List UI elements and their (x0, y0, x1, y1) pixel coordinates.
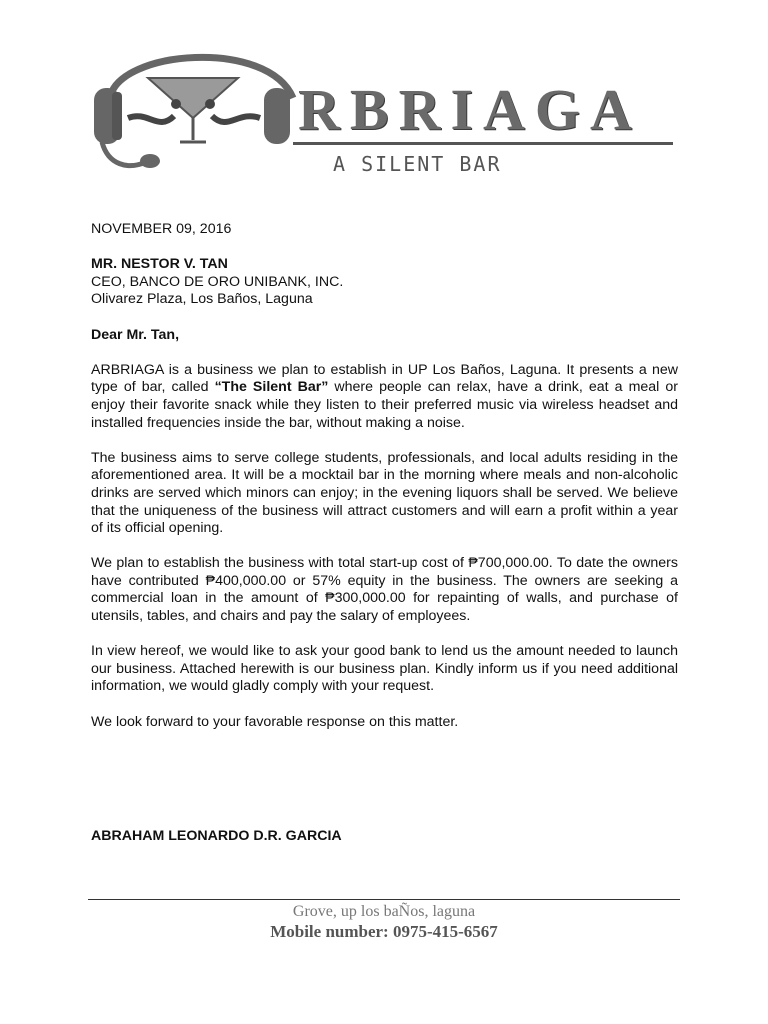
letterhead (88, 40, 688, 180)
paragraph-1-bar-name: “The Silent Bar” (214, 379, 329, 396)
brand-underline (293, 142, 673, 145)
footer-address: Grove, up los baÑos, laguna (292, 903, 476, 920)
recipient-title: CEO, BANCO DE ORO UNIBANK, INC. (91, 273, 344, 290)
paragraph-1-text-b: where people can relax, have a drink, eat a meal or enjoy their favorite snack while they listen to their preferred music via wireless headset and installed frequencies inside the bar, without making a noise. (91, 379, 678, 431)
letter-date: NOVEMBER 09, 2016 (91, 221, 232, 237)
paragraph-2: The business aims to serve college students, professionals, and local adults residing in the aforementioned area. It will be a mocktail bar in the morning where meals and non-alcoholic drinks are served which minors can enjoy; in the evening liquors shall be served. We believe that the uniqueness of the business will attract customers and will earn a profit within a year of its official opening. (91, 449, 678, 537)
letter-body (91, 221, 678, 731)
paragraph-1 (91, 362, 678, 432)
signatory-name: ABRAHAM LEONARDO D.R. GARCIA (91, 828, 342, 844)
paragraph-1-text-a: ARBRIAGA is a business we plan to establish in UP Los Baños, Laguna. It presents a new type of bar, called (91, 361, 678, 396)
brand-tagline: A SILENT BAR (333, 152, 502, 176)
footer-phone: Mobile number: 0975-415-6567 (270, 922, 498, 941)
salutation: Dear Mr. Tan, (91, 326, 180, 343)
paragraph-3: We plan to establish the business with total start-up cost of ₱700,000.00. To date the owners have contributed ₱400,000.00 or 57% equity in the business. The owners are seeking a commercial loan in the amount of ₱300,000.00 for repainting of walls, and purchase of utensils, tables, and chairs and pay the salary of employees. (91, 555, 678, 625)
paragraph-5: We look forward to your favorable response on this matter. (91, 713, 459, 730)
recipient-address: Olivarez Plaza, Los Baños, Laguna (91, 291, 313, 308)
footer-divider (88, 899, 680, 900)
headphones-cocktail-logo-icon (88, 40, 298, 180)
recipient-name: MR. NESTOR V. TAN (91, 256, 228, 273)
paragraph-4: In view hereof, we would like to ask your good bank to lend us the amount needed to launch our business. Attached herewith is our business plan. Kindly inform us if you need additional information, we would gladly comply with your request. (91, 643, 678, 695)
brand-wordmark: RBRIAGA (298, 77, 642, 142)
